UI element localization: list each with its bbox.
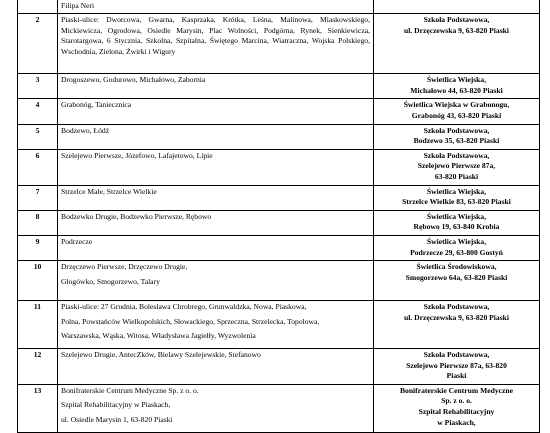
polling-station-line: Szkoła Podstawowa,: [423, 15, 490, 25]
polling-station-line: ul. Drzęczewska 9, 63-820 Piaski: [403, 312, 510, 322]
area-line: Bodzewko Drugie, Bodzewko Pierwsze, Rębowo: [61, 211, 212, 221]
area-line: Piaski-ulice: 27 Grudnia, Bolesława Chrobrego, Grunwaldzka, Nowa, Piaskowa,: [61, 302, 307, 312]
district-number: 12: [18, 349, 58, 385]
district-area: [58, 349, 374, 385]
polling-station-line: Szpital Rehabilitacyjny: [418, 407, 495, 417]
polling-station-line: Bonifraterskie Centrum Medyczne: [399, 385, 514, 395]
district-area: [58, 0, 374, 14]
area-line: Filipa Neri: [61, 0, 95, 10]
polling-station-line: Szkoła Podstawowa,: [423, 302, 490, 312]
polling-station: [374, 124, 540, 149]
table-row: [18, 210, 540, 235]
district-number: 7: [18, 185, 58, 210]
area-line: Polna, Powstańców Wielkopolskich, Słowackiego, Sprzeczna, Strzelecka, Topolowa,: [61, 316, 320, 326]
district-area: [58, 261, 374, 301]
district-number: 4: [18, 99, 58, 124]
area-line: Strzelce Małe, Strzelce Wielkie: [61, 186, 157, 196]
polling-station-line: Świetlica Wiejska,: [426, 75, 487, 85]
polling-station-line: Szkoła Podstawowa,: [423, 150, 490, 160]
polling-station-line: Świetlica Wiejska,: [426, 186, 487, 196]
polling-station: [374, 0, 540, 14]
district-number: [18, 0, 58, 14]
polling-station-line: w Piaskach,: [437, 417, 476, 427]
district-number: 5: [18, 124, 58, 149]
polling-station-line: ul. Drzęczewska 9, 63-820 Piaski: [403, 25, 510, 35]
polling-station: [374, 384, 540, 432]
area-line: Warszawska, Wąska, Witosa, Władysława Jagiełły, Wyzwolenia: [61, 331, 256, 341]
district-number: 6: [18, 149, 58, 185]
area-line: Drzęczewo Pierwsze, Drzęczewo Drugie,: [61, 262, 188, 272]
polling-station-line: Świetlica Wiejska,: [426, 236, 487, 246]
polling-station-line: Michałowo 44, 63-820 Piaski: [410, 85, 503, 95]
table-row: [18, 74, 540, 99]
polling-station: [374, 74, 540, 99]
polling-station-line: Rębowo 19, 63-840 Krobia: [413, 222, 500, 232]
polling-station: [374, 210, 540, 235]
area-line: Podrzecze: [61, 236, 93, 246]
table-row: [18, 14, 540, 74]
polling-station: [374, 235, 540, 260]
table-row: [18, 99, 540, 124]
polling-station: [374, 185, 540, 210]
area-line: Drogoszewo, Godurowo, Michałowo, Zabornia: [61, 75, 206, 85]
polling-station: [374, 349, 540, 385]
district-area: [58, 301, 374, 349]
polling-station-line: Podrzecze 29, 63-800 Gostyń: [410, 247, 503, 257]
table-row: [18, 384, 540, 432]
table-row: [18, 349, 540, 385]
polling-station-line: Piaski: [446, 371, 467, 381]
area-line: Szelejewo Drugie, AntecZków, Bielawy Szelejewskie, Stefanowo: [61, 350, 261, 360]
polling-station-line: Szelejewo Pierwsze 87a,: [417, 161, 496, 171]
district-area: [58, 74, 374, 99]
area-line: [61, 0, 370, 1]
district-area: [58, 235, 374, 260]
voting-districts-table: [17, 0, 540, 433]
area-line: ul. Osiedle Marysin 1, 63-820 Piaski: [61, 415, 173, 425]
table-row: [18, 185, 540, 210]
district-number: 10: [18, 261, 58, 301]
area-line: Szpital Rehabilitacyjny w Piaskach,: [61, 400, 171, 410]
district-area: [58, 99, 374, 124]
polling-station-line: Sp. z o. o.: [441, 396, 472, 406]
table-row: [18, 0, 540, 14]
district-area: [58, 384, 374, 432]
table-row: [18, 149, 540, 185]
polling-station-line: Bodzewo 35, 63-820 Piaski: [413, 136, 500, 146]
area-line: Szelejewo Pierwsze, Józefowo, Lafajetowo, Lipie: [61, 150, 213, 160]
area-line: Bonifraterskie Centrum Medyczne Sp. z o. o.: [61, 385, 199, 395]
polling-station-line: Świetlica Środowiskowa,: [416, 262, 497, 272]
polling-station: [374, 14, 540, 74]
area-line: Bodzewo, Łódź: [61, 125, 110, 135]
district-area: [58, 185, 374, 210]
district-number: 11: [18, 301, 58, 349]
table-row: [18, 261, 540, 301]
area-line: Grabonóg, Taniecznica: [61, 100, 132, 110]
polling-station-line: Świetlica Wiejska w Grabonogu,: [403, 100, 510, 110]
district-area: [58, 149, 374, 185]
table-body: [18, 0, 540, 432]
district-number: 9: [18, 235, 58, 260]
district-number: 2: [18, 14, 58, 74]
polling-station-line: Świetlica Wiejska,: [426, 211, 487, 221]
district-number: 13: [18, 384, 58, 432]
area-line: Głogówko, Smogorzewo, Talary: [61, 276, 160, 286]
area-line: Piaski-ulice: Dworcowa, Gwarna, Kasprzaka, Krótka, Leśna, Malinowa, Miaskowskiego, Mickiewicza, Ogrodowa, Osiedle Marysin, Plac Wolności, Podgórna, Rynek, Sienkiewicza, Starotargowa, 6 Stycznia, Szkolna, Szpitalna, Świętego Marcina, Wiatraczna, Wojska Polskiego, Wschodnia, Zielona, Żwirki i Wigury: [61, 15, 370, 56]
polling-station-line: Grabonóg 43, 63-820 Piaski: [411, 110, 502, 120]
district-number: 8: [18, 210, 58, 235]
district-number: 3: [18, 74, 58, 99]
polling-station-line: Szkoła Podstawowa,: [423, 350, 490, 360]
polling-station-line: Szelejewo Pierwsze 87a, 63-820: [406, 360, 507, 370]
polling-station-line: Smogorzewo 64a, 63-820 Piaski: [405, 272, 508, 282]
polling-station: [374, 99, 540, 124]
district-area: [58, 14, 374, 74]
polling-station: [374, 301, 540, 349]
polling-station-line: Szkoła Podstawowa,: [423, 125, 490, 135]
polling-station: [374, 261, 540, 301]
district-area: [58, 124, 374, 149]
polling-station: [374, 149, 540, 185]
district-area: [58, 210, 374, 235]
polling-station-line: Strzelce Wielkie 83, 63-820 Piaski: [402, 197, 511, 207]
polling-station-line: 63-820 Piaski: [434, 171, 479, 181]
table-row: [18, 124, 540, 149]
table-row: [18, 301, 540, 349]
table-row: [18, 235, 540, 260]
